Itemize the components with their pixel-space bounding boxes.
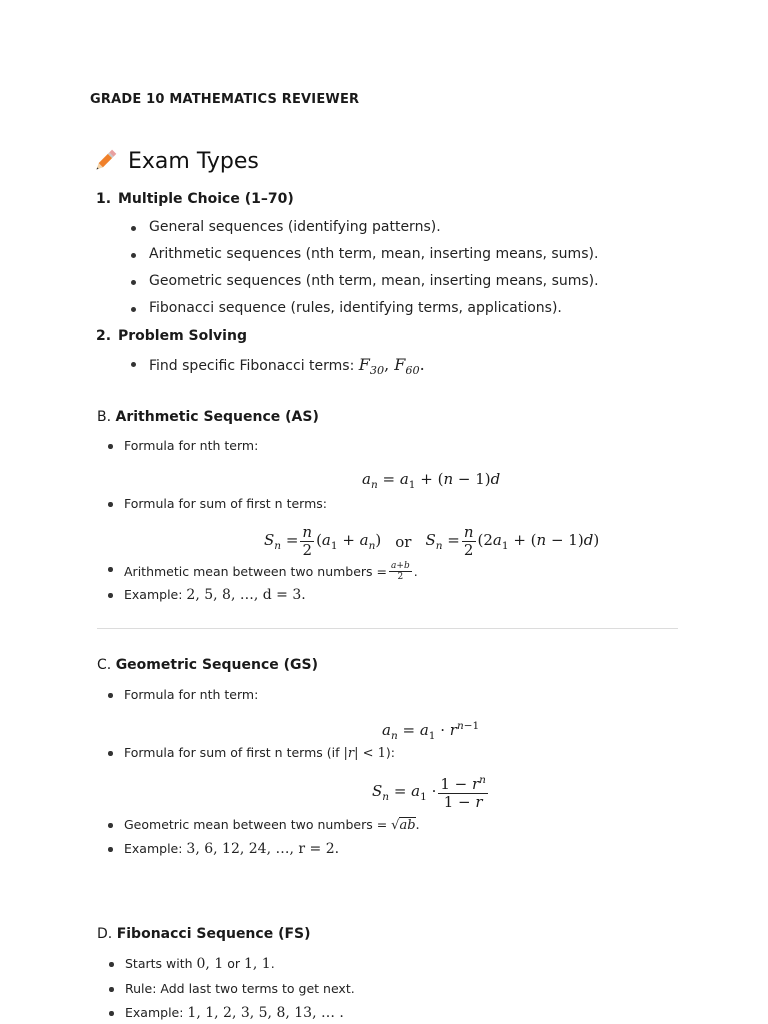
document-title: GRADE 10 MATHEMATICS REVIEWER (90, 92, 360, 107)
item-label: Problem Solving (118, 328, 247, 344)
list-item: Formula for nth term: (124, 687, 259, 702)
section-heading-geometric: C. Geometric Sequence (GS) (97, 657, 319, 673)
list-item-multiple-choice (96, 191, 294, 207)
list-item: Fibonacci sequence (rules, identifying terms, applications). (149, 300, 562, 316)
section-divider (97, 628, 678, 629)
list-item: Formula for nth term: (124, 438, 259, 453)
exam-types-title: Exam Types (128, 148, 259, 174)
item-label: Multiple Choice (1–70) (118, 191, 294, 207)
section-heading-fibonacci: D. Fibonacci Sequence (FS) (97, 926, 311, 942)
or-text: or (395, 532, 412, 551)
list-item-fibonacci-start: Starts with 0, 1 or 1, 1. (125, 956, 275, 972)
list-item-arithmetic-example: Example: 2, 5, 8, …, d = 3. (124, 587, 306, 603)
item-number: 2. (96, 328, 112, 344)
fib-terms-math: $F_{30}$, $F_{60}$. (358, 355, 425, 378)
list-item: Rule: Add last two terms to get next. (125, 981, 355, 996)
section-heading-arithmetic: B. Arithmetic Sequence (AS) (97, 409, 319, 425)
bullet-text: Find specific Fibonacci terms: (149, 358, 359, 374)
list-item: General sequences (identifying patterns). (149, 219, 441, 235)
list-item-arithmetic-mean: Arithmetic mean between two numbers = $\frac{a+b}{2}$ . (124, 561, 418, 583)
list-item: Geometric sequences (nth term, mean, inserting means, sums). (149, 273, 599, 289)
exam-types-heading (92, 148, 259, 174)
list-item-fibonacci-terms (149, 355, 425, 377)
list-item-geometric-mean: Geometric mean between two numbers = √ab. (124, 817, 420, 833)
formula-gs-sum: $S_n = a_1$ · $\frac{1 - r^n}{1 - r}$ (372, 774, 486, 812)
formula-as-nth-term: $a_n = a_1 + (n - 1)d$ (362, 470, 501, 491)
list-item: Formula for sum of first n terms: (124, 496, 327, 511)
list-item-geometric-example: Example: 3, 6, 12, 24, …, r = 2. (124, 841, 340, 857)
list-item-gs-sum: Formula for sum of first n terms (if |r| < 1): (124, 745, 395, 761)
formula-as-sum: $S_n$ = $\frac{n}{2}$ $(a_1 + a_n)$ or $S_n$ = $\frac{n}{2}$ $(2a_1 + (n - 1)d)$ (264, 523, 600, 560)
formula-gs-nth-term: $a_n = a_1 \cdot r^{n-1}$ (382, 720, 480, 742)
list-item-fibonacci-example: Example: 1, 1, 2, 3, 5, 8, 13, … . (125, 1005, 344, 1021)
list-item: Arithmetic sequences (nth term, mean, inserting means, sums). (149, 246, 599, 262)
list-item-problem-solving (96, 328, 247, 344)
pencil-icon (92, 148, 118, 174)
item-number: 1. (96, 191, 112, 207)
